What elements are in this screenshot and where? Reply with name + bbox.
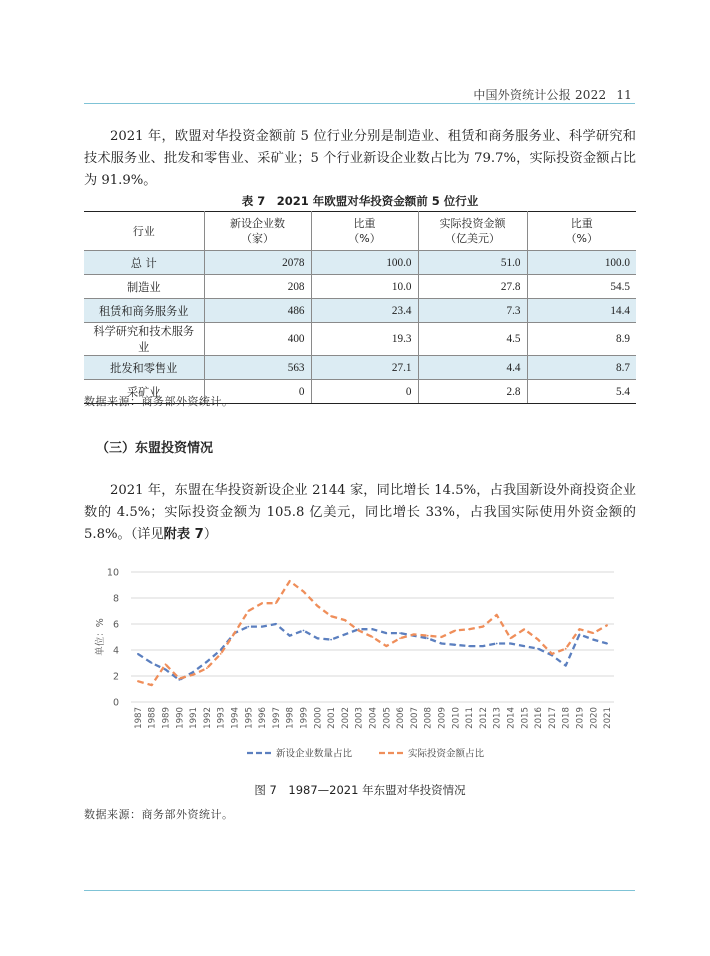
data-point (330, 615, 332, 617)
data-point (192, 671, 194, 673)
x-tick-label: 1988 (147, 707, 158, 729)
x-tick-label: 1993 (216, 707, 227, 729)
series-line-1 (138, 624, 607, 680)
data-point (165, 669, 167, 671)
x-tick-label: 2003 (354, 707, 365, 729)
data-point (537, 639, 539, 641)
data-point (427, 635, 429, 637)
data-point (178, 678, 180, 680)
col-header-industry: 行业 (84, 212, 204, 251)
data-point (385, 645, 387, 647)
data-point (441, 643, 443, 645)
x-tick-label: 2021 (603, 707, 614, 729)
paragraph-eu-top5: 2021 年，欧盟对华投资金额前 5 位行业分别是制造业、租赁和商务服务业、科学研究和技术服务业、批发和零售业、采矿业；5 个行业新设企业数占比为 79.7%，实际投资金额占比为 91.9%。 (84, 129, 636, 188)
data-point (289, 635, 291, 637)
data-point (330, 639, 332, 641)
data-point (385, 632, 387, 634)
x-tick-label: 2018 (561, 707, 572, 729)
col-header-amount: 实际投资金额 （亿美元） (418, 212, 527, 251)
data-point (606, 624, 608, 626)
data-point (399, 637, 401, 639)
x-tick-label: 2001 (327, 707, 338, 729)
data-point (606, 643, 608, 645)
data-point (496, 614, 498, 616)
data-point (247, 626, 249, 628)
data-point (413, 634, 415, 636)
data-point (523, 628, 525, 630)
data-point (234, 632, 236, 634)
x-tick-label: 2014 (506, 707, 517, 729)
y-tick-label: 0 (112, 697, 119, 709)
data-point (261, 626, 263, 628)
x-tick-label: 2015 (520, 707, 531, 729)
publication-title: 中国外资统计公报 2022 (473, 88, 607, 102)
table-caption: 表 7 2021 年欧盟对华投资金额前 5 位行业 (241, 194, 479, 208)
table-eu-top5-industries (84, 211, 636, 404)
data-point (441, 636, 443, 638)
table-row: 总 计 2078 100.0 51.0 100.0 (84, 251, 636, 275)
data-point (151, 662, 153, 664)
legend-label: 新设企业数量占比 (276, 748, 353, 760)
data-point (454, 630, 456, 632)
data-point (137, 680, 139, 682)
x-tick-label: 2013 (492, 707, 503, 729)
x-tick-label: 1992 (202, 707, 213, 729)
data-point (399, 632, 401, 634)
x-tick-label: 2011 (465, 707, 476, 729)
data-point (523, 645, 525, 647)
x-tick-label: 2007 (409, 707, 420, 729)
data-point (151, 684, 153, 686)
page-number: 11 (616, 88, 632, 102)
data-point (537, 648, 539, 650)
data-point (358, 630, 360, 632)
y-tick-label: 8 (112, 593, 119, 605)
x-tick-label: 2009 (437, 707, 448, 729)
data-point (316, 605, 318, 607)
section-title: （三）东盟投资情况 (96, 441, 214, 456)
table-row: 科学研究和技术服务业 400 19.3 4.5 8.9 (84, 323, 636, 356)
x-tick-label: 2016 (534, 707, 545, 729)
page-header (473, 86, 632, 103)
x-tick-label: 2020 (589, 707, 600, 729)
x-tick-label: 2005 (382, 707, 393, 729)
data-point (510, 637, 512, 639)
data-point (206, 667, 208, 669)
y-tick-label: 2 (112, 671, 119, 683)
data-point (579, 634, 581, 636)
col-header-new-count: 新设企业数 （家） (204, 212, 311, 251)
footer-rule (84, 890, 635, 891)
data-point (510, 643, 512, 645)
table-row: 采矿业 0 0 2.8 5.4 (84, 380, 636, 404)
data-point (579, 628, 581, 630)
x-tick-label: 2006 (396, 707, 407, 729)
data-point (372, 628, 374, 630)
x-tick-label: 2004 (368, 707, 379, 729)
series-line-2 (138, 581, 607, 685)
x-tick-label: 1994 (230, 707, 241, 729)
x-tick-label: 1995 (244, 707, 255, 729)
data-point (565, 648, 567, 650)
data-point (247, 610, 249, 612)
col-header-share2: 比重 （%） (527, 212, 636, 251)
appendix-table-ref: 附表 7 (163, 527, 204, 542)
data-point (303, 630, 305, 632)
x-tick-label: 1987 (133, 707, 144, 729)
data-point (468, 628, 470, 630)
x-tick-label: 1990 (175, 707, 186, 729)
data-point (592, 639, 594, 641)
x-tick-label: 1991 (189, 707, 200, 729)
data-point (192, 674, 194, 676)
figure-caption: 图 7 1987—2021 年东盟对华投资情况 (254, 783, 466, 797)
figure-source-note: 数据来源：商务部外资统计。 (84, 808, 234, 821)
table-header-row (84, 212, 636, 251)
data-point (275, 602, 277, 604)
paragraph-asean: 2021 年，东盟在华投资新设企业 2144 家，同比增长 14.5%，占我国新设外商投资企业数的 4.5%；实际投资金额为 105.8 亿美元，同比增长 33%，占我国实际使用外资金额的 5.8%。（详见附表 7） (84, 483, 636, 542)
data-point (454, 644, 456, 646)
x-tick-label: 2000 (313, 707, 324, 729)
x-tick-label: 2002 (340, 707, 351, 729)
data-point (482, 626, 484, 628)
data-point (344, 634, 346, 636)
data-point (592, 632, 594, 634)
x-tick-label: 1996 (258, 707, 269, 729)
x-tick-label: 2017 (547, 707, 558, 729)
data-point (496, 643, 498, 645)
x-tick-label: 1989 (161, 707, 172, 729)
table-source-note: 数据来源：商务部外资统计。 (84, 395, 234, 408)
data-point (261, 602, 263, 604)
x-tick-label: 1998 (285, 707, 296, 729)
y-tick-label: 10 (106, 567, 119, 579)
data-point (220, 653, 222, 655)
x-tick-label: 2008 (423, 707, 434, 729)
table-row: 批发和零售业 563 27.1 4.4 8.7 (84, 356, 636, 380)
y-axis-label: 单位：% (95, 618, 106, 656)
data-point (303, 591, 305, 593)
data-point (275, 623, 277, 625)
data-point (220, 649, 222, 651)
x-tick-label: 1999 (299, 707, 310, 729)
header-rule (84, 103, 635, 104)
legend-label: 实际投资金额占比 (408, 748, 485, 760)
table-row: 租赁和商务服务业 486 23.4 7.3 14.4 (84, 299, 636, 323)
table-row: 制造业 208 10.0 27.8 54.5 (84, 275, 636, 299)
x-tick-label: 2019 (575, 707, 586, 729)
data-point (551, 653, 553, 655)
col-header-share1: 比重 （%） (311, 212, 418, 251)
y-tick-label: 6 (112, 619, 119, 631)
data-point (206, 661, 208, 663)
x-tick-label: 2010 (451, 707, 462, 729)
data-point (137, 653, 139, 655)
data-point (344, 619, 346, 621)
data-point (372, 636, 374, 638)
asean-investment-line-chart (84, 560, 636, 775)
x-tick-label: 1997 (271, 707, 282, 729)
data-point (482, 645, 484, 647)
data-point (316, 637, 318, 639)
data-point (427, 637, 429, 639)
x-tick-label: 2012 (478, 707, 489, 729)
data-point (468, 645, 470, 647)
data-point (565, 665, 567, 667)
data-point (165, 663, 167, 665)
y-tick-label: 4 (112, 645, 119, 657)
data-point (289, 580, 291, 582)
